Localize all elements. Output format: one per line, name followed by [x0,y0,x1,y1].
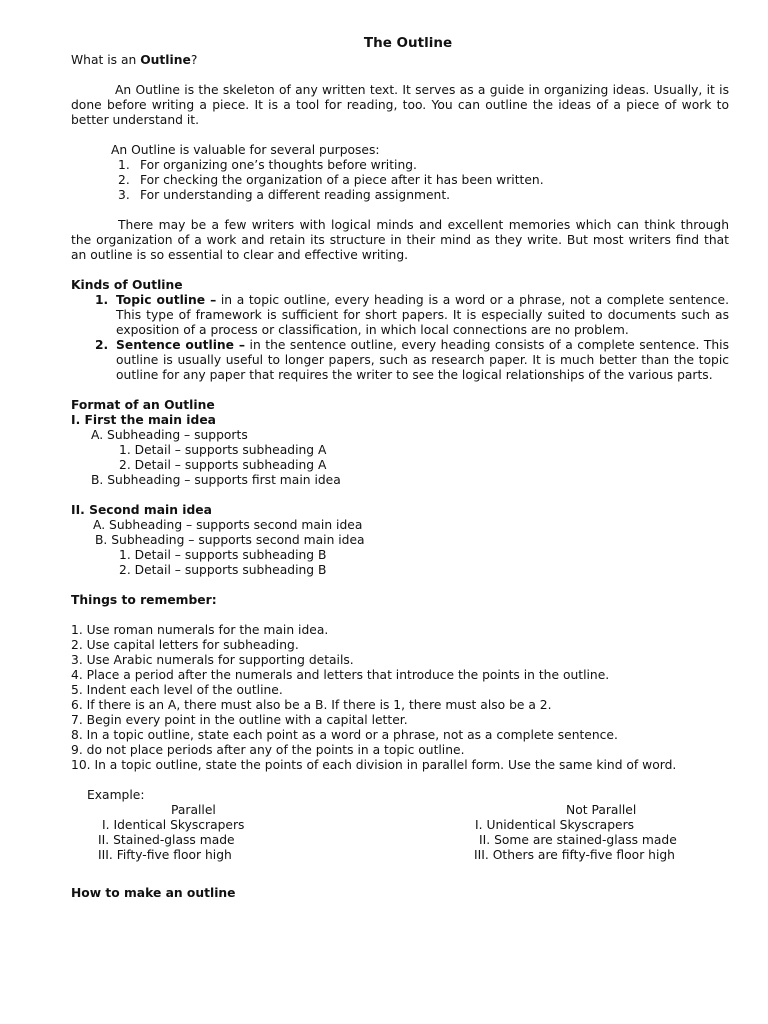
not-parallel-item: II. Some are stained-glass made [479,833,677,847]
parallel-heading: Parallel [171,803,216,817]
example-section [71,788,729,862]
document-page [71,36,729,901]
format-line: A. Subheading – supports second main idea [93,518,363,532]
kinds-item: 2. Sentence outline – in the sentence outline, every heading consists of a complete sentence. This outline is usually useful to longer papers, such as research paper. It is much better than the topic outline for any paper that requires the writer to see the logical relationships of the various parts. [95,338,730,382]
question-bold: Outline [140,53,191,67]
not-parallel-item: I. Unidentical Skyscrapers [475,818,635,832]
kinds-section [71,278,729,383]
remember-item: 8. In a topic outline, state each point as a word or a phrase, not as a complete sentence. [71,728,618,742]
remember-heading: Things to remember: [71,593,217,607]
purpose-item: 1. For organizing one’s thoughts before writing. [118,158,417,172]
format-line: 2. Detail – supports subheading A [119,458,327,472]
intro-paragraph: An Outline is the skeleton of any written text. It serves as a guide in organizing ideas. Usually, it is done before writing a piece. It is a tool for reading, too. You can outline the ideas of a piece of work to better understand it. [71,83,729,127]
intro-question [71,53,729,68]
format-heading: Format of an Outline [71,398,215,412]
question-pre: What is an [71,53,141,67]
kinds-heading: Kinds of Outline [71,278,183,292]
remember-item: 9. do not place periods after any of the points in a topic outline. [71,743,465,757]
parallel-item: III. Fifty-five floor high [98,848,232,862]
page-title: The Outline [363,35,453,51]
kinds-item: 1. Topic outline – in a topic outline, every heading is a word or a phrase, not a complete sentence. This type of framework is sufficient for short papers. It is especially suited to documents such as exposition of a process or classification, in which local connections are no problem. [95,293,729,337]
format-line: 1. Detail – supports subheading B [119,548,327,562]
how-heading: How to make an outline [71,886,236,900]
remember-item: 3. Use Arabic numerals for supporting details. [71,653,354,667]
remember-item: 10. In a topic outline, state the points of each division in parallel form. Use the same kind of word. [71,758,677,772]
remember-item: 7. Begin every point in the outline with a capital letter. [71,713,408,727]
kinds-term: Sentence outline – [116,338,246,352]
parallel-item: II. Stained-glass made [98,833,235,847]
format-line: 1. Detail – supports subheading A [119,443,327,457]
format-section [71,398,729,578]
remember-item: 6. If there is an A, there must also be a B. If there is 1, there must also be a 2. [71,698,552,712]
format-second-title: II. Second main idea [71,503,212,517]
not-parallel-heading: Not Parallel [566,803,637,817]
format-line: B. Subheading – supports first main idea [91,473,341,487]
remember-item: 1. Use roman numerals for the main idea. [71,623,329,637]
remember-item: 4. Place a period after the numerals and letters that introduce the points in the outline. [71,668,610,682]
format-first-title: I. First the main idea [71,413,216,427]
format-line: 2. Detail – supports subheading B [119,563,327,577]
purposes-lead: An Outline is valuable for several purposes: [111,143,380,157]
purposes-section [71,143,729,203]
kinds-term: Topic outline – [116,293,217,307]
purpose-item: 3. For understanding a different reading assignment. [118,188,451,202]
purpose-item: 2. For checking the organization of a piece after it has been written. [118,173,544,187]
remember-item: 2. Use capital letters for subheading. [71,638,299,652]
format-line: B. Subheading – supports second main idea [95,533,365,547]
remember-item: 5. Indent each level of the outline. [71,683,283,697]
example-label: Example: [87,788,145,802]
writers-paragraph: There may be a few writers with logical minds and excellent memories which can think through the organization of a work and retain its structure in their mind as they write. But most writers find that an outline is so essential to clear and effective writing. [71,218,729,262]
question-post: ? [190,53,198,67]
remember-section [71,593,729,773]
not-parallel-item: III. Others are fifty-five floor high [474,848,675,862]
parallel-item: I. Identical Skyscrapers [102,818,245,832]
format-line: A. Subheading – supports [91,428,248,442]
